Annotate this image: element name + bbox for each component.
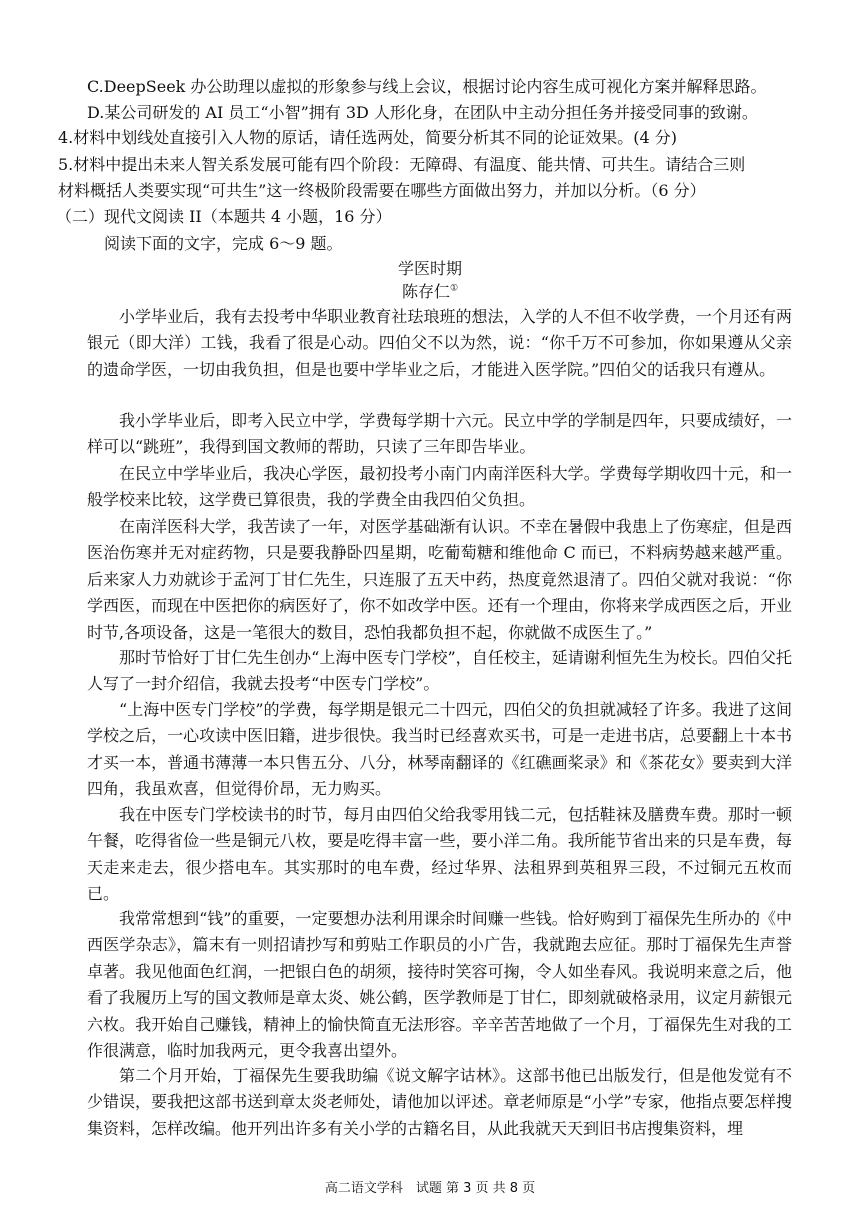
page-footer: 高二语文学科 试题 第 3 页 共 8 页 xyxy=(324,1181,536,1196)
paragraph: 我常常想到“钱”的重要，一定要想办法利用课余时间赚一些钱。恰好购到丁福保先生所办的《中西医学杂志》，篇末有一则招请抄写和剪贴工作职员的小广告，我就跑去应征。那时丁福保先生声誉卓著。我见他面色红润，一把银白色的胡须，接待时笑容可掬，令人如坐春风。我说明来意之后，他看了我履历上写的国文教师是章太炎、姚公鹤，医学教师是丁甘仁，即刻就破格录用，议定月薪银元六枚。我开始自己赚钱，精神上的愉快简直无法形容。辛辛苦苦地做了一个月，丁福保先生对我的工作很满意，临时加我两元，更令我喜出望外。 xyxy=(87,909,792,1061)
footnote-marker: ① xyxy=(449,283,459,294)
paragraph: 在民立中学毕业后，我决心学医，最初投考小南门内南洋医科大学。学费每学期收四十元，和一般学校来比较，这学费已算很贵，我的学费全由我四伯父负担。 xyxy=(87,464,792,510)
article-title: 学医时期 xyxy=(397,259,462,278)
question-4: 4.材料中划线处直接引入人物的原话，请任选两处，简要分析其不同的论证效果。(4 分) xyxy=(58,128,678,147)
paragraph: 我小学毕业后，即考入民立中学，学费每学期十六元。民立中学的学制是四年，只要成绩好，一样可以“跳班”，我得到国文教师的帮助，只读了三年即告毕业。 xyxy=(87,411,792,457)
paragraph: 我在中医专门学校读书的时节，每月由四伯父给我零用钱二元，包括鞋袜及膳费车费。那时一顿午餐，吃得省俭一些是铜元八枚，要是吃得丰富一些，要小洋二角。我所能节省出来的只是车费，每天走来走去，很少搭电车。其实那时的电车费，经过华界、法租界到英租界三段，不过铜元五枚而已。 xyxy=(87,805,792,904)
paragraph: “上海中医专门学校”的学费，每学期是银元二十四元，四伯父的负担就减轻了许多。我进了这间学校之后，一心攻读中医旧籍，进步很快。我当时已经喜欢买书，可是一走进书店，总要翻上十本书才买一本，普通书薄薄一本只售五分、八分，林琴南翻译的《红礁画桨录》和《茶花女》要卖到大洋四角，我虽欢喜，但觉得价昂，无力购买。 xyxy=(87,700,792,799)
article-author-line xyxy=(0,282,860,302)
paragraph: 第二个月开始，丁福保先生要我助编《说文解字诂林》。这部书他已出版发行，但是他发觉有不少错误，要我把这部书送到章太炎老师处，请他加以评述。章老师原是“小学”专家，他指点要怎样搜集资料，怎样改编。他开列出许多有关小学的古籍名目，从此我就天天到旧书店搜集资料，埋 xyxy=(87,1066,792,1138)
article-author: 陈存仁 xyxy=(401,282,450,301)
section-heading: （二）现代文阅读 II（本题共 4 小题，16 分） xyxy=(56,207,392,226)
question-5-line-1: 5.材料中提出未来人智关系发展可能有四个阶段：无障碍、有温度、能共情、可共生。请结合三则 xyxy=(58,155,746,174)
option-d: D.某公司研发的 AI 员工“小智”拥有 3D 人形化身，在团队中主动分担任务并接受同事的致谢。 xyxy=(87,103,758,122)
option-c: C.DeepSeek 办公助理以虚拟的形象参与线上会议，根据讨论内容生成可视化方案并解释思路。 xyxy=(87,77,767,96)
paragraph: 那时节恰好丁甘仁先生创办“上海中医专门学校”，自任校主，延请谢利恒先生为校长。四伯父托人写了一封介绍信，我就去投考“中医专门学校”。 xyxy=(87,648,792,694)
paragraph: 小学毕业后，我有去投考中华职业教育社珐琅班的想法，入学的人不但不收学费，一个月还有两银元（即大洋）工钱，我看了很是心动。四伯父不以为然，说：“你千万不可参加，你如果遵从父亲的遗命学医，一切由我负担，但是也要中学毕业之后，才能进入医学院。”四伯父的话我只有遵从。 xyxy=(87,307,792,379)
question-5-line-2: 材料概括人类要实现“可共生”这一终极阶段需要在哪些方面做出努力，并加以分析。（6 分） xyxy=(58,181,706,200)
section-instruction: 阅读下面的文字，完成 6～9 题。 xyxy=(104,234,343,253)
paragraph: 在南洋医科大学，我苦读了一年，对医学基础渐有认识。不幸在暑假中我患上了伤寒症，但是西医治伤寒并无对症药物，只是要我静卧四星期，吃葡萄糖和维他命 C 而已，不料病势越来越严重。后来家人力劝就诊于孟河丁甘仁先生，只连服了五天中药，热度竟然退清了。四伯父就对我说：“你学西医，而现在中医把你的病医好了，你不如改学中医。还有一个理由，你将来学成西医之后，开业时节,各项设备，这是一笔很大的数目，恐怕我都负担不起，你就做不成医生了。” xyxy=(87,517,792,642)
